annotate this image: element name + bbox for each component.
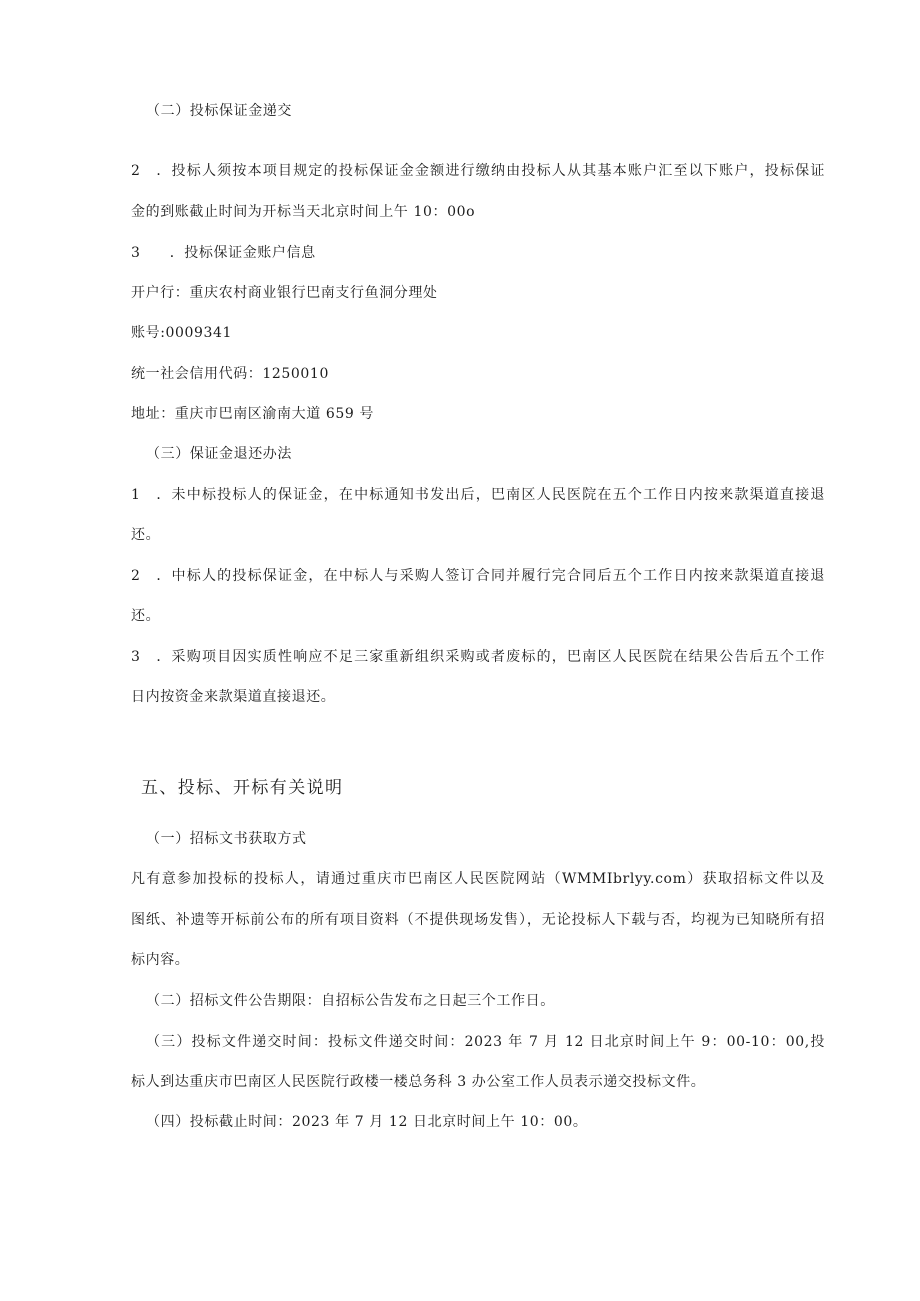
refund2-line2: 还。 [131, 608, 161, 624]
obtain-line3: 标内容。 [131, 952, 190, 968]
refund2-line1: 2 ．中标人的投标保证金，在中标人与采购人签订合同并履行完合同后五个工作日内按来款渠道直接退 [131, 568, 825, 584]
refund3-line1: 3 ．采购项目因实质性响应不足三家重新组织采购或者废标的，巴南区人民医院在结果公告后五个工作 [131, 649, 825, 665]
obtain-line2: 图纸、补遗等开标前公布的所有项目资料（不提供现场发售），无论投标人下载与否，均视为已知晓所有招 [131, 912, 825, 928]
refund1-line2: 还。 [131, 527, 161, 543]
bank-address: 地址：重庆市巴南区渝南大道 659 号 [131, 406, 375, 422]
bank-name: 开户行：重庆农村商业银行巴南支行鱼洞分理处 [131, 285, 438, 301]
submit-time-line1: （三）投标文件递交时间：投标文件递交时间：2023 年 7 月 12 日北京时间上午 9：00-10：00,投 [146, 1034, 825, 1050]
bid-bond-submit-heading: （二）投标保证金递交 [146, 103, 292, 119]
notice-period: （二）招标文件公告期限：自招标公告发布之日起三个工作日。 [146, 993, 555, 1009]
item2-line2: 金的到账截止时间为开标当天北京时间上午 10：00o [131, 204, 476, 220]
obtain-heading: （一）招标文书获取方式 [146, 831, 307, 847]
credit-code: 统一社会信用代码：1250010 [131, 366, 329, 382]
item2-line1: 2 ．投标人须按本项目规定的投标保证金金额进行缴纳由投标人从其基本账户汇至以下账户，投标保证 [131, 163, 825, 179]
bid-deadline: （四）投标截止时间：2023 年 7 月 12 日北京时间上午 10：00。 [146, 1114, 588, 1130]
submit-time-line2: 标人到达重庆市巴南区人民医院行政楼一楼总务科 3 办公室工作人员表示递交投标文件。 [131, 1074, 706, 1090]
item3-text: 3 ．投标保证金账户信息 [131, 245, 316, 261]
refund1-line1: 1 ．未中标投标人的保证金，在中标通知书发出后，巴南区人民医院在五个工作日内按来款渠道直接退 [131, 487, 825, 503]
refund-heading: （三）保证金退还办法 [146, 446, 292, 462]
account-number: 账号:0009341 [131, 325, 233, 341]
obtain-line1: 凡有意参加投标的投标人，请通过重庆市巴南区人民医院网站（WMMIbrlyy.com）获取招标文件以及 [131, 871, 825, 887]
section-five-title: 五、投标、开标有关说明 [141, 778, 344, 798]
refund3-line2: 日内按资金来款渠道直接退还。 [131, 689, 336, 705]
